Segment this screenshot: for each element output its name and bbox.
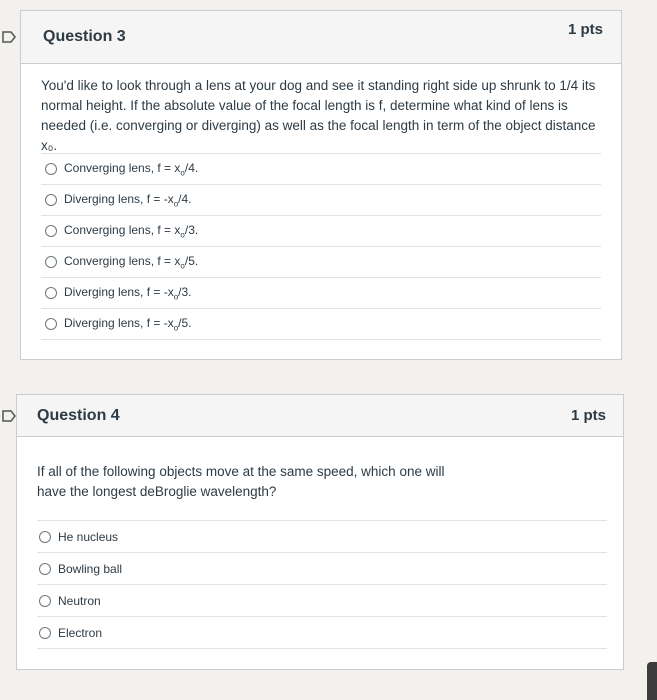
answer-label: Neutron	[58, 593, 101, 608]
question-3-header	[21, 11, 621, 64]
radio-icon[interactable]	[45, 256, 57, 268]
question-points: 1 pts	[567, 20, 603, 38]
radio-icon[interactable]	[45, 194, 57, 206]
question-points: 1 pts	[570, 407, 606, 424]
answer-label: Converging lens, $f = x_o/5$.	[64, 253, 199, 271]
radio-icon[interactable]	[39, 627, 51, 639]
radio-icon[interactable]	[45, 225, 57, 237]
answer-option[interactable]	[37, 585, 607, 617]
question-4	[16, 394, 624, 670]
answer-label: Electron	[58, 625, 103, 640]
radio-icon[interactable]	[45, 287, 57, 299]
answer-option[interactable]	[37, 521, 607, 553]
radio-icon[interactable]	[39, 531, 51, 543]
question-4-header	[17, 395, 623, 437]
answer-option[interactable]	[37, 553, 607, 585]
edge-shadow	[647, 662, 657, 700]
answer-list	[41, 153, 601, 340]
answer-label: Converging lens, $f = x_o/4$.	[64, 160, 199, 178]
radio-icon[interactable]	[39, 595, 51, 607]
answer-label: Converging lens, $f = x_o/3$.	[64, 222, 199, 240]
answer-option[interactable]	[41, 154, 601, 185]
flag-icon[interactable]	[2, 409, 16, 423]
answer-label: Diverging lens, $f = -x_o/3$.	[64, 284, 192, 302]
answer-label: Diverging lens, $f = -x_o/4$.	[64, 191, 192, 209]
answer-label: Diverging lens, $f = -x_o/5$.	[64, 315, 192, 333]
answer-option[interactable]	[41, 247, 601, 278]
answer-option[interactable]	[41, 278, 601, 309]
answer-list	[37, 520, 607, 649]
question-title: Question 4	[37, 406, 120, 424]
radio-icon[interactable]	[45, 318, 57, 330]
answer-label: Bowling ball	[58, 561, 123, 576]
question-3	[20, 10, 622, 360]
radio-icon[interactable]	[39, 563, 51, 575]
radio-icon[interactable]	[45, 163, 57, 175]
question-text: If all of the following objects move at the same speed, which one will have the longest deBroglie wavelength?	[37, 464, 445, 499]
question-title: Question 3	[43, 28, 126, 45]
answer-label: He nucleus	[58, 529, 119, 544]
answer-option[interactable]	[37, 617, 607, 649]
answer-option[interactable]	[41, 309, 601, 340]
answer-option[interactable]	[41, 185, 601, 216]
flag-icon[interactable]	[2, 30, 16, 44]
answer-option[interactable]	[41, 216, 601, 247]
question-text: You'd like to look through a lens at your dog and see it standing right side up shrunk to 1/4 its normal height. If the absolute value of the focal length is f, determine what kind of lens is needed (i.e. converging or diverging) as well as the focal length in term of the object distance x₀.	[41, 78, 596, 153]
